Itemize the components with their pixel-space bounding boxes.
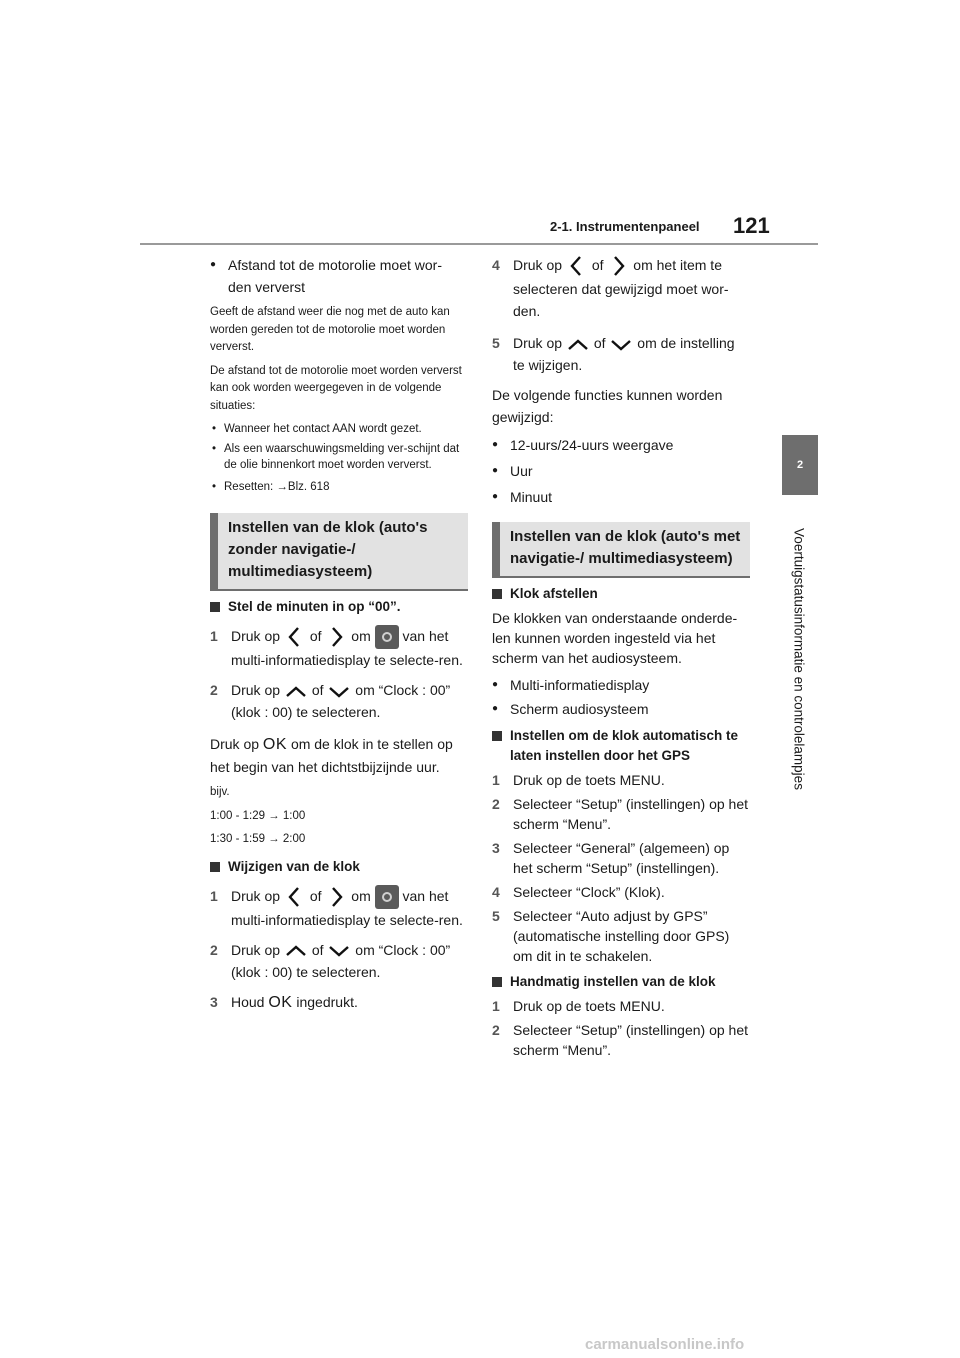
list-item: ● Multi-informatiedisplay: [492, 674, 750, 696]
step: 3 Selecteer “General” (algemeen) op het scherm “Setup” (instellingen).: [492, 840, 730, 877]
step: 2 Selecteer “Setup” (instellingen) op het scherm “Menu”.: [492, 1022, 749, 1059]
chevron-right-icon: [325, 625, 347, 649]
step: 2 Selecteer “Setup” (instellingen) op het scherm “Menu”.: [492, 796, 749, 833]
chevron-up-icon: [566, 337, 590, 353]
header-divider: [140, 243, 818, 245]
paragraph: De volgende functies kunnen worden gewijzigd:: [492, 387, 723, 426]
step: 3 Houd OK ingedrukt.: [210, 994, 358, 1012]
subheading: Wijzigen van de klok: [210, 857, 468, 877]
subheading: Handmatig instellen van de klok: [492, 972, 750, 992]
chevron-left-icon: [284, 625, 306, 649]
step: 2 Druk op of om “Clock : 00” (klok : 00) te selecteren.: [210, 942, 451, 981]
step: 2 Druk op of om “Clock : 00” (klok : 00) te selecteren.: [210, 682, 451, 721]
step: 1 Druk op de toets MENU.: [492, 998, 665, 1015]
paragraph: De klokken van onderstaande onderde-len kunnen worden ingesteld via het scherm van het audiosysteem.: [492, 610, 738, 667]
chevron-down-icon: [327, 943, 351, 959]
step: 4 Druk op of om het item te selecteren dat gewijzigd moet wor-den.: [492, 254, 750, 322]
left-column: [210, 254, 468, 1014]
chevron-up-icon: [284, 943, 308, 959]
subheading: Stel de minuten in op “00”.: [210, 597, 468, 617]
chevron-down-icon: [609, 337, 633, 353]
paragraph: De afstand tot de motorolie moet worden ververst kan ook worden weergegeven in de volgende situaties:: [210, 364, 462, 412]
chapter-tab: 2: [782, 435, 818, 495]
list-item: • Wanneer het contact AAN wordt gezet.: [210, 421, 468, 437]
example-line: 1:30 - 1:59 → 2:00: [210, 833, 306, 846]
example-line: 1:00 - 1:29 → 1:00: [210, 809, 306, 822]
section-heading-box: Instellen van de klok (auto's met navigatie-/ multimediasysteem): [492, 522, 750, 578]
ok-icon: OK: [262, 736, 288, 754]
step: 5 Druk op of om de instelling te wijzigen.: [492, 335, 735, 374]
bullet-oil-distance: ● Afstand tot de motorolie moet wor- den ververst: [210, 254, 468, 298]
step: 5 Selecteer “Auto adjust by GPS” (automatische instelling door GPS) om dit in te schakelen.: [492, 908, 730, 965]
chevron-left-icon: [284, 885, 306, 909]
paragraph: Geeft de afstand weer die nog met de auto kan worden gereden tot de motorolie moet worden ververst.: [210, 306, 450, 353]
chevron-up-icon: [284, 684, 308, 700]
step: 4 Selecteer “Clock” (Klok).: [492, 884, 665, 901]
list-item: ● 12-uurs/24-uurs weergave: [492, 434, 750, 456]
subheading: Klok afstellen: [492, 584, 750, 604]
ok-icon: OK: [268, 994, 293, 1012]
example-label: bijv.: [210, 786, 230, 799]
list-item: ● Minuut: [492, 486, 750, 508]
list-item: • Als een waarschuwingsmelding ver-schijnt dat de olie binnenkort moet worden ververst.: [210, 441, 468, 473]
chapter-title-vertical: [788, 504, 810, 814]
list-item: ● Scherm audiosysteem: [492, 698, 750, 720]
gear-icon: [375, 625, 399, 649]
watermark: carmanualsonline.info: [585, 1336, 745, 1353]
page-number: 121: [733, 213, 770, 238]
step: 1 Druk op de toets MENU.: [492, 772, 665, 789]
paragraph-ok: Druk op OK om de klok in te stellen op het begin van het dichtstbijzijnde uur.: [210, 736, 453, 776]
section-heading-box: Instellen van de klok (auto's zonder navigatie-/ multimediasysteem): [210, 513, 468, 591]
chevron-left-icon: [566, 254, 588, 278]
right-column: [492, 254, 750, 1060]
section-title: 2-1. Instrumentenpaneel: [550, 219, 700, 234]
list-item: • Resetten: →Blz. 618: [210, 479, 468, 495]
list-item: ● Uur: [492, 460, 750, 482]
chevron-right-icon: [325, 885, 347, 909]
chevron-right-icon: [607, 254, 629, 278]
subheading: Instellen om de klok automatisch te laten instellen door het GPS: [492, 726, 750, 766]
chapter-title: Voertuigstatusinformatie en controlelampjes: [791, 528, 807, 790]
gear-icon: [375, 885, 399, 909]
step: 1 Druk op of om van het multi-informatiedisplay te selecte-ren.: [210, 625, 468, 671]
chevron-down-icon: [327, 684, 351, 700]
step: 1 Druk op of om van het multi-informatiedisplay te selecte-ren.: [210, 885, 468, 931]
